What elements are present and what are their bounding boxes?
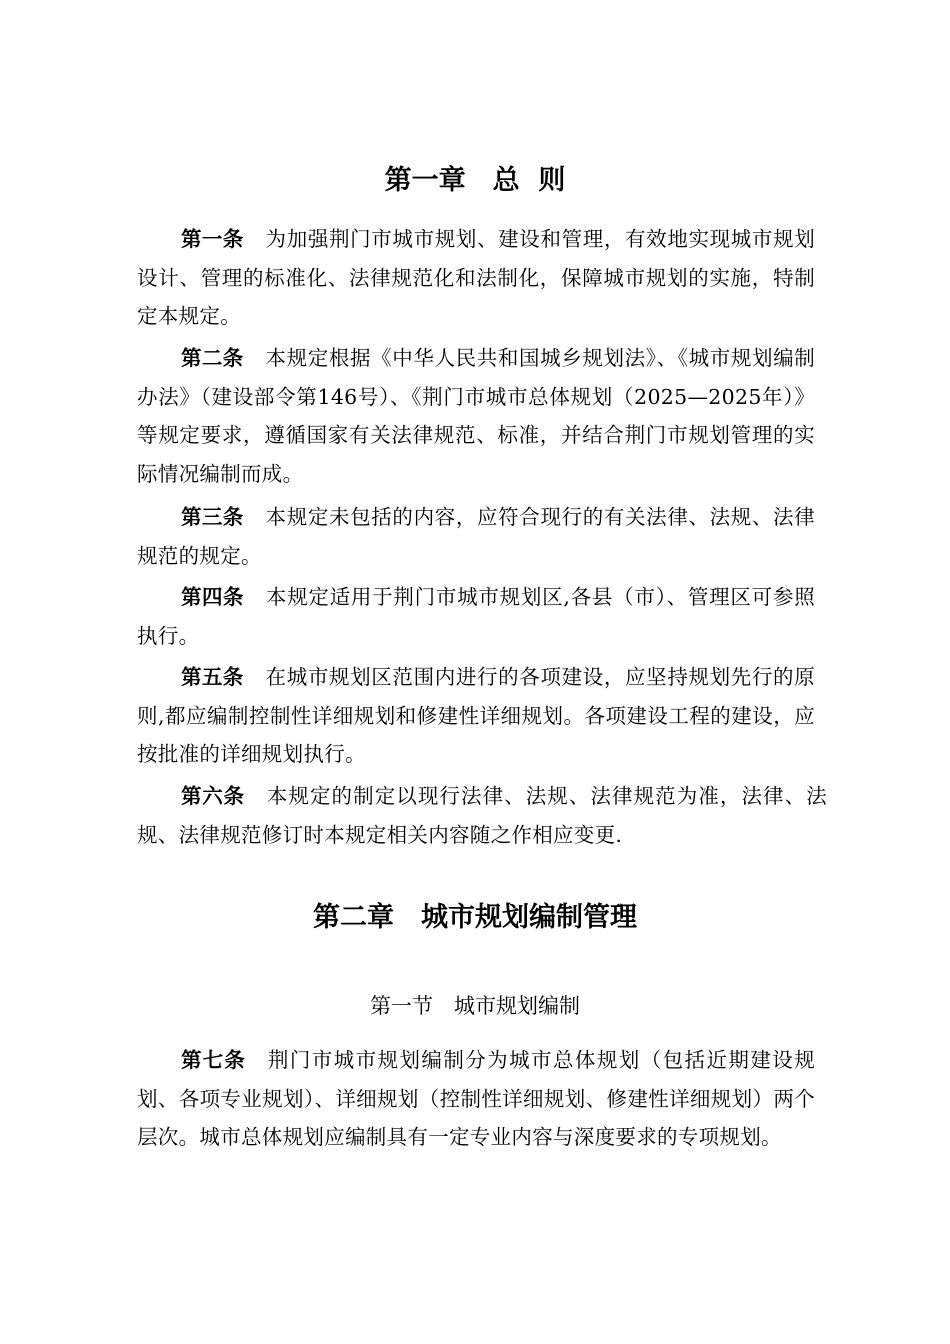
article-4-number: 第四条 xyxy=(181,585,244,609)
article-1-text: 为加强荆门市城市规划、建设和管理，有效地实现城市规划设计、管理的标准化、法律规范化和法制化，保障城市规划的实施，特制定本规定。 xyxy=(137,227,815,328)
article-2 xyxy=(137,339,815,493)
article-1 xyxy=(137,220,815,336)
article-5 xyxy=(137,658,815,774)
article-4 xyxy=(137,578,815,655)
article-5-number: 第五条 xyxy=(181,665,244,689)
article-7 xyxy=(137,1041,815,1157)
article-5-text: 在城市规划区范围内进行的各项建设，应坚持规划先行的原则,都应编制控制性详细规划和修建性详细规划。各项建设工程的建设，应按批准的详细规划执行。 xyxy=(137,665,815,766)
article-6-number: 第六条 xyxy=(181,784,245,808)
article-2-number: 第二条 xyxy=(181,346,244,370)
article-6 xyxy=(137,777,827,854)
article-3-text: 本规定未包括的内容，应符合现行的有关法律、法规、法律规范的规定。 xyxy=(137,505,815,568)
article-1-number: 第一条 xyxy=(181,227,244,251)
section-1-title: 第一节 城市规划编制 xyxy=(370,994,580,1018)
article-3 xyxy=(137,498,815,575)
article-2-text: 本规定根据《中华人民共和国城乡规划法》、《城市规划编制办法》（建设部令第146号）、《荆门市城市总体规划（2025—2025年）》等规定要求，遵循国家有关法律规范、标准，并结合荆门市规划管理的实际情况编制而成。 xyxy=(137,346,816,486)
article-3-number: 第三条 xyxy=(181,505,244,529)
article-7-number: 第七条 xyxy=(181,1048,246,1072)
chapter-1-title: 第一章 总 则 xyxy=(384,165,566,196)
article-7-text: 荆门市城市规划编制分为城市总体规划（包括近期建设规划、各项专业规划）、详细规划（控制性详细规划、修建性详细规划）两个层次。城市总体规划应编制具有一定专业内容与深度要求的专项规划。 xyxy=(137,1048,815,1149)
article-4-text: 本规定适用于荆门市城市规划区,各县（市）、管理区可参照执行。 xyxy=(137,585,815,648)
chapter-2-title: 第二章 城市规划编制管理 xyxy=(313,902,637,933)
article-6-text: 本规定的制定以现行法律、法规、法律规范为准，法律、法规、法律规范修订时本规定相关内容随之作相应变更. xyxy=(137,784,827,847)
